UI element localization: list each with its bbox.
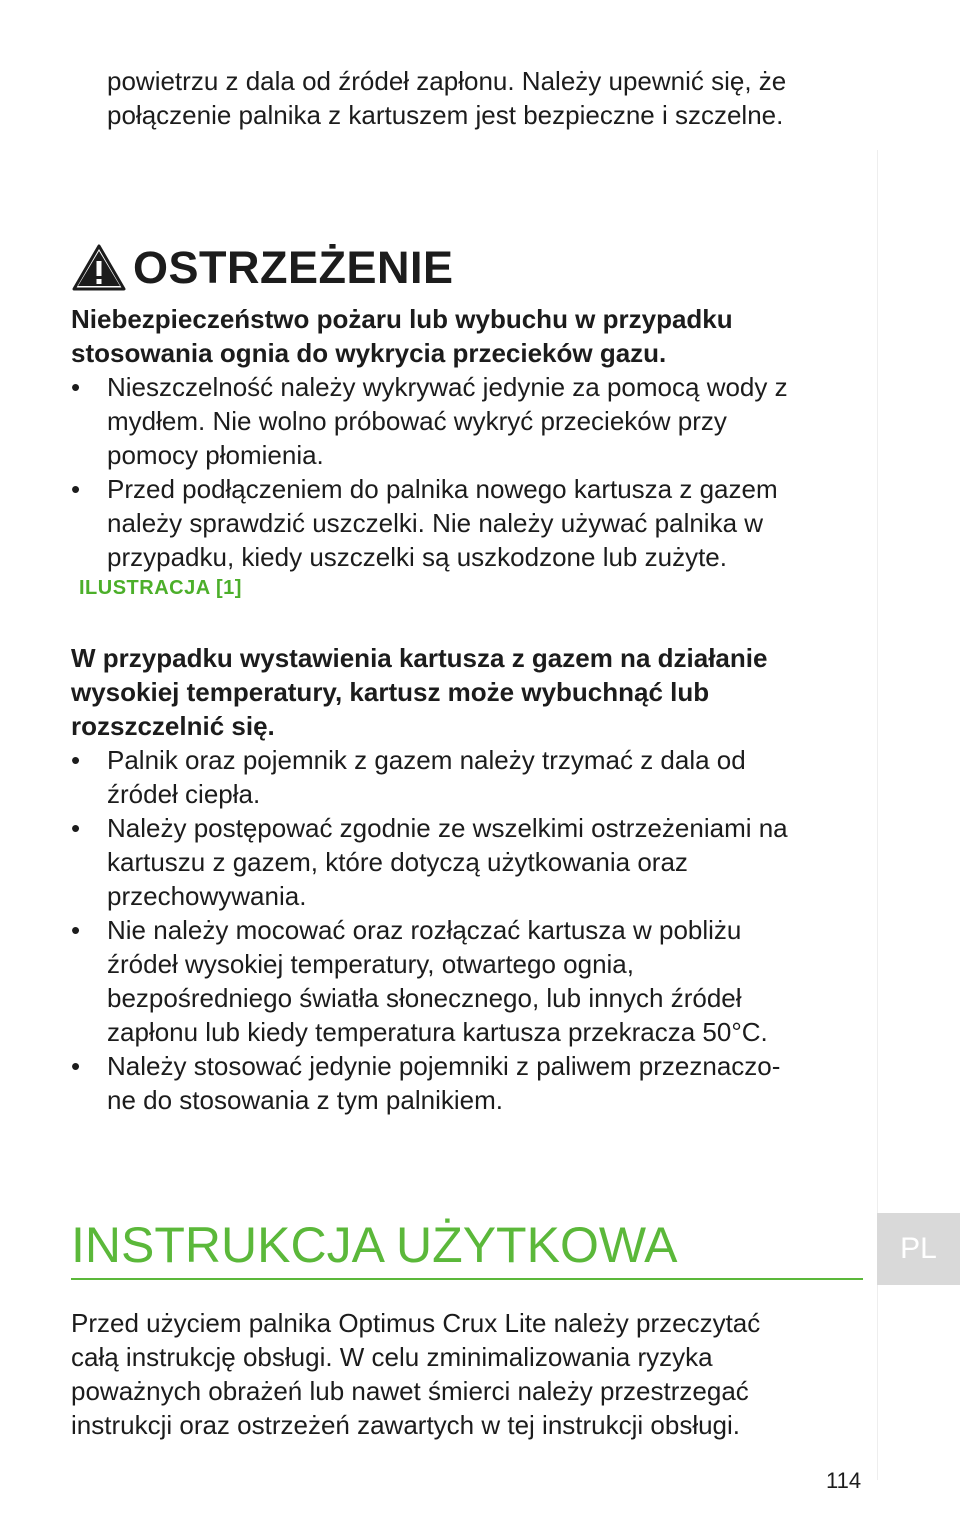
- heat-lead: W przypadku wystawienia kartusza z gazem na działanie wysokiej temperatury, kartusz może wybuchnąć lub rozszczelnić się.: [71, 643, 768, 741]
- illustration-reference: ILUSTRACJA [1]: [79, 577, 242, 599]
- warning-title: OSTRZEŻENIE: [133, 242, 454, 293]
- heat-bullet-3: Nie należy mocować oraz rozłączać kartusza w pobliżu źródeł wysokiej temperatury, otwartego ognia, bezpośredniego światła słonecznego, lub innych źródeł zapłonu lub kiedy temperatura kartusza przekracza 50°C.: [107, 915, 768, 1047]
- warning-lead: Niebezpieczeństwo pożaru lub wybuchu w przypadku stosowania ognia do wykrycia przecieków gazu.: [71, 304, 733, 368]
- bullet: •: [71, 372, 81, 402]
- warning-bullet-2: Przed podłączeniem do palnika nowego kartusza z gazem należy sprawdzić uszczelki. Nie należy używać palnika w przypadku, kiedy uszczelki są uszkodzone lub zużyte.: [107, 474, 778, 572]
- bullet: •: [71, 1051, 81, 1081]
- warning-bullet-1: Nieszczelność należy wykrywać jedynie za pomocą wody z mydłem. Nie wolno próbować wykryć przecieków przy pomocy płomienia.: [107, 372, 788, 470]
- language-tab: PL: [877, 1213, 960, 1285]
- page-number: 114: [826, 1468, 862, 1493]
- intro-paragraph: powietrzu z dala od źródeł zapłonu. Należy upewnić się, że połączenie palnika z kartuszem jest bezpieczne i szczelne.: [107, 66, 787, 130]
- section-title-usage: INSTRUKCJA UŻYTKOWA: [71, 1214, 863, 1280]
- warning-triangle-icon: [71, 243, 127, 293]
- heat-bullet-4: Należy stosować jedynie pojemniki z paliwem przeznaczo- ne do stosowania z tym palnikiem.: [107, 1051, 781, 1115]
- bullet: •: [71, 474, 81, 504]
- warning-heading: [71, 238, 454, 298]
- heat-bullet-1: Palnik oraz pojemnik z gazem należy trzymać z dala od źródeł ciepła.: [107, 745, 746, 809]
- heat-bullet-2: Należy postępować zgodnie ze wszelkimi ostrzeżeniami na kartuszu z gazem, które dotyczą użytkowania oraz przechowywania.: [107, 813, 788, 911]
- bullet: •: [71, 813, 81, 843]
- bullet: •: [71, 745, 81, 775]
- bullet: •: [71, 915, 81, 945]
- usage-paragraph: Przed użyciem palnika Optimus Crux Lite należy przeczytać całą instrukcję obsługi. W celu zminimalizowania ryzyka poważnych obrażeń lub nawet śmierci należy przestrzegać instrukcji oraz ostrzeżeń zawartych w tej instrukcji obsługi.: [71, 1308, 761, 1440]
